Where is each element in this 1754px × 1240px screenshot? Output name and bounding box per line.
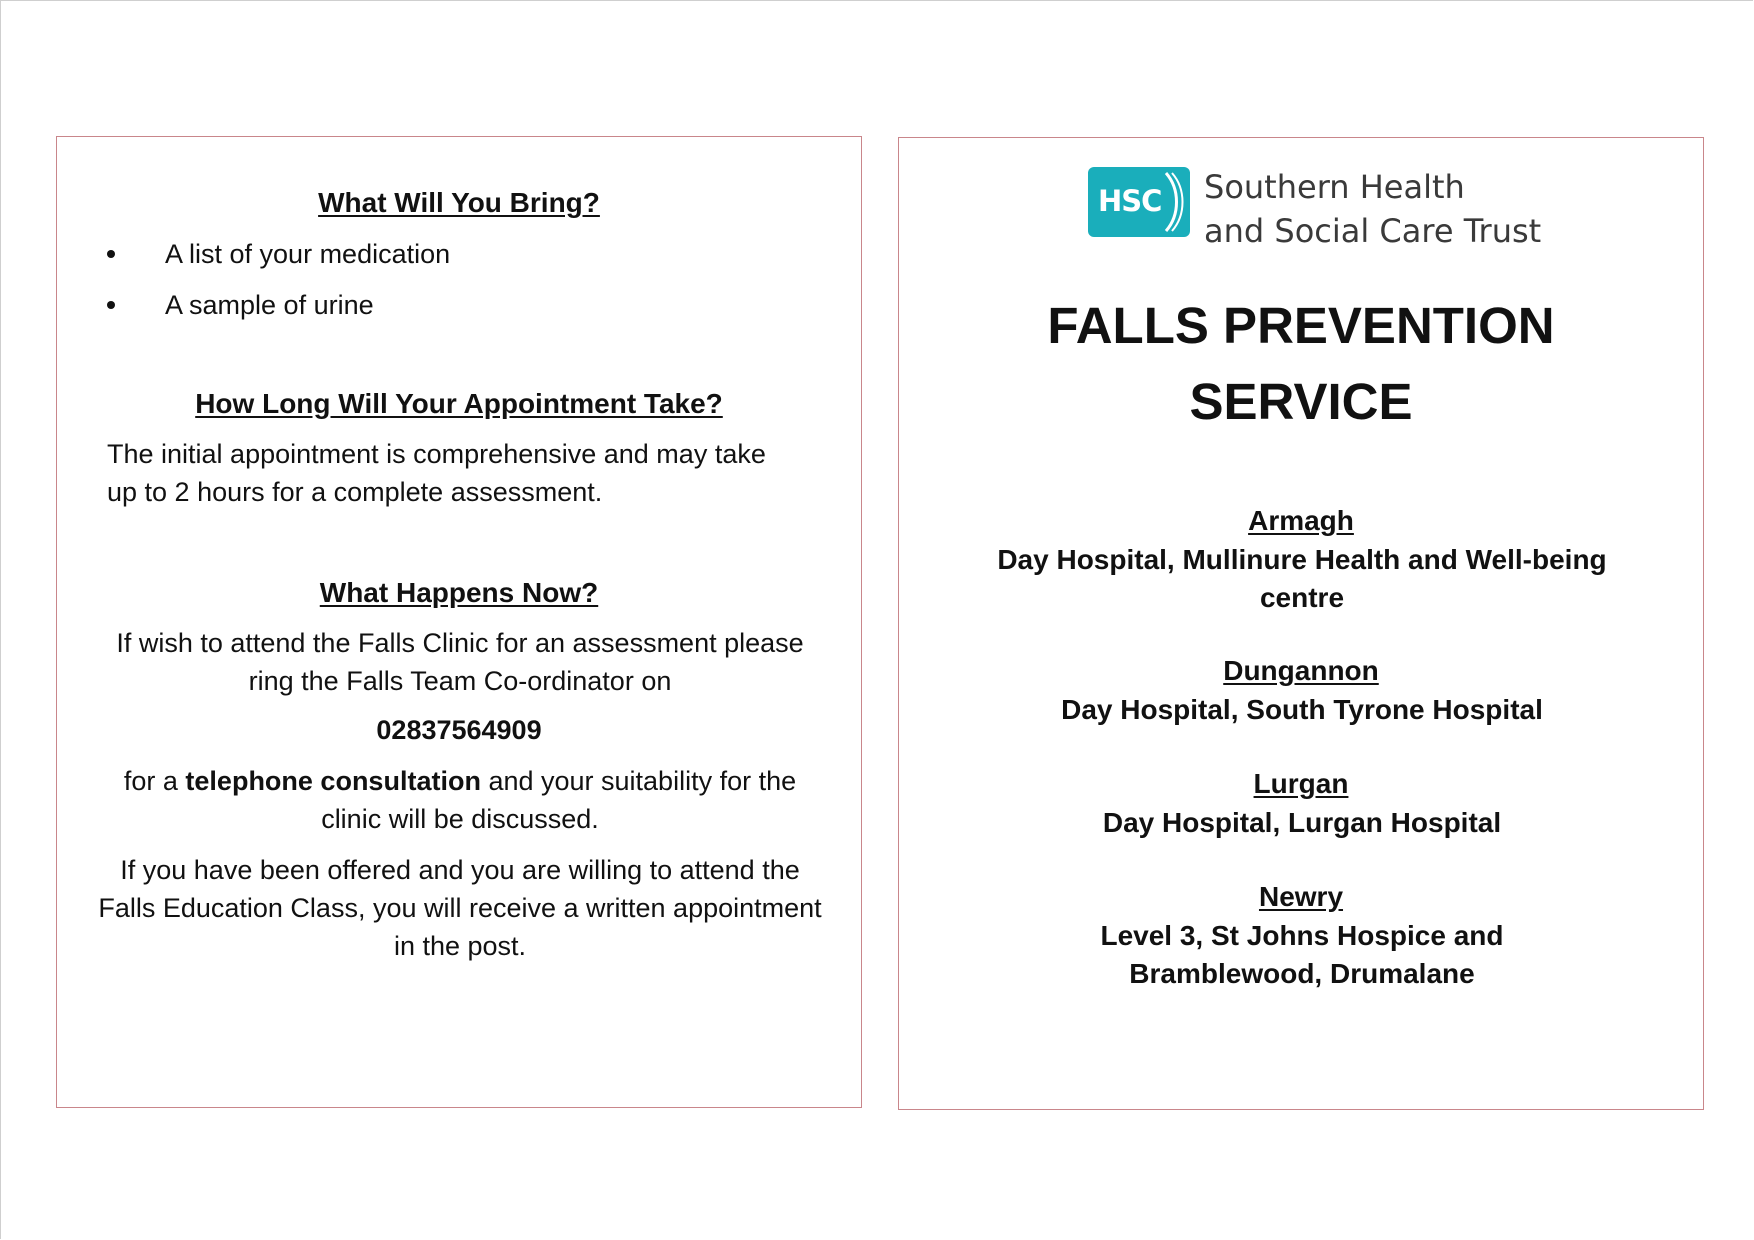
logo-line-1: Southern Health	[1204, 168, 1465, 206]
location-detail-armagh: Day Hospital, Mullinure Health and Well-being centre	[997, 544, 1607, 613]
logo-wordmark	[1204, 165, 1541, 253]
duration-heading: How Long Will Your Appointment Take?	[195, 388, 723, 419]
page-title	[899, 288, 1703, 440]
hsc-logo	[1088, 165, 1542, 250]
bullet-icon	[107, 301, 115, 309]
education-text: If you have been offered and you are willing to attend the Falls Education Class, you will receive a written appointment in the post.	[98, 855, 822, 961]
bring-item-medication	[107, 235, 450, 273]
title-line-1: FALLS PREVENTION	[1047, 297, 1555, 354]
title-line-2: SERVICE	[1189, 373, 1413, 430]
location-detail-lurgan: Day Hospital, Lurgan Hospital	[1102, 807, 1502, 838]
hsc-logo-icon	[1088, 167, 1190, 237]
location-detail-newry: Level 3, St Johns Hospice and Bramblewood, Drumalane	[1100, 920, 1504, 989]
bring-heading: What Will You Bring?	[318, 187, 600, 218]
location-name-armagh: Armagh	[1248, 505, 1354, 536]
left-panel	[56, 136, 862, 1108]
hsc-logo-letters: HSC	[1098, 184, 1162, 218]
bring-item-urine	[107, 286, 374, 324]
consultation-prefix: for a	[123, 766, 178, 796]
bring-item-label: A list of your medication	[165, 239, 451, 269]
bring-item-label: A sample of urine	[165, 290, 374, 320]
location-name-dungannon: Dungannon	[1223, 655, 1379, 686]
location-name-newry: Newry	[1258, 881, 1344, 912]
consultation-suffix: and your suitability for the clinic will be discussed.	[321, 766, 797, 834]
consultation-text	[97, 762, 823, 838]
duration-text: The initial appointment is comprehensive and may take up to 2 hours for a complete assessment.	[107, 439, 766, 507]
logo-line-2: and Social Care Trust	[1204, 212, 1542, 250]
logo-swoosh-icon	[1162, 171, 1186, 233]
location-name-lurgan: Lurgan	[1253, 768, 1349, 799]
right-panel	[898, 137, 1704, 1110]
next-steps-heading: What Happens Now?	[319, 577, 599, 608]
consultation-bold: telephone consultation	[185, 766, 481, 796]
location-detail-dungannon: Day Hospital, South Tyrone Hospital	[1061, 694, 1543, 725]
next-steps-intro: If wish to attend the Falls Clinic for an assessment please ring the Falls Team Co-ordinator on	[116, 628, 804, 696]
phone-number: 02837564909	[376, 715, 542, 745]
bullet-icon	[107, 250, 115, 258]
